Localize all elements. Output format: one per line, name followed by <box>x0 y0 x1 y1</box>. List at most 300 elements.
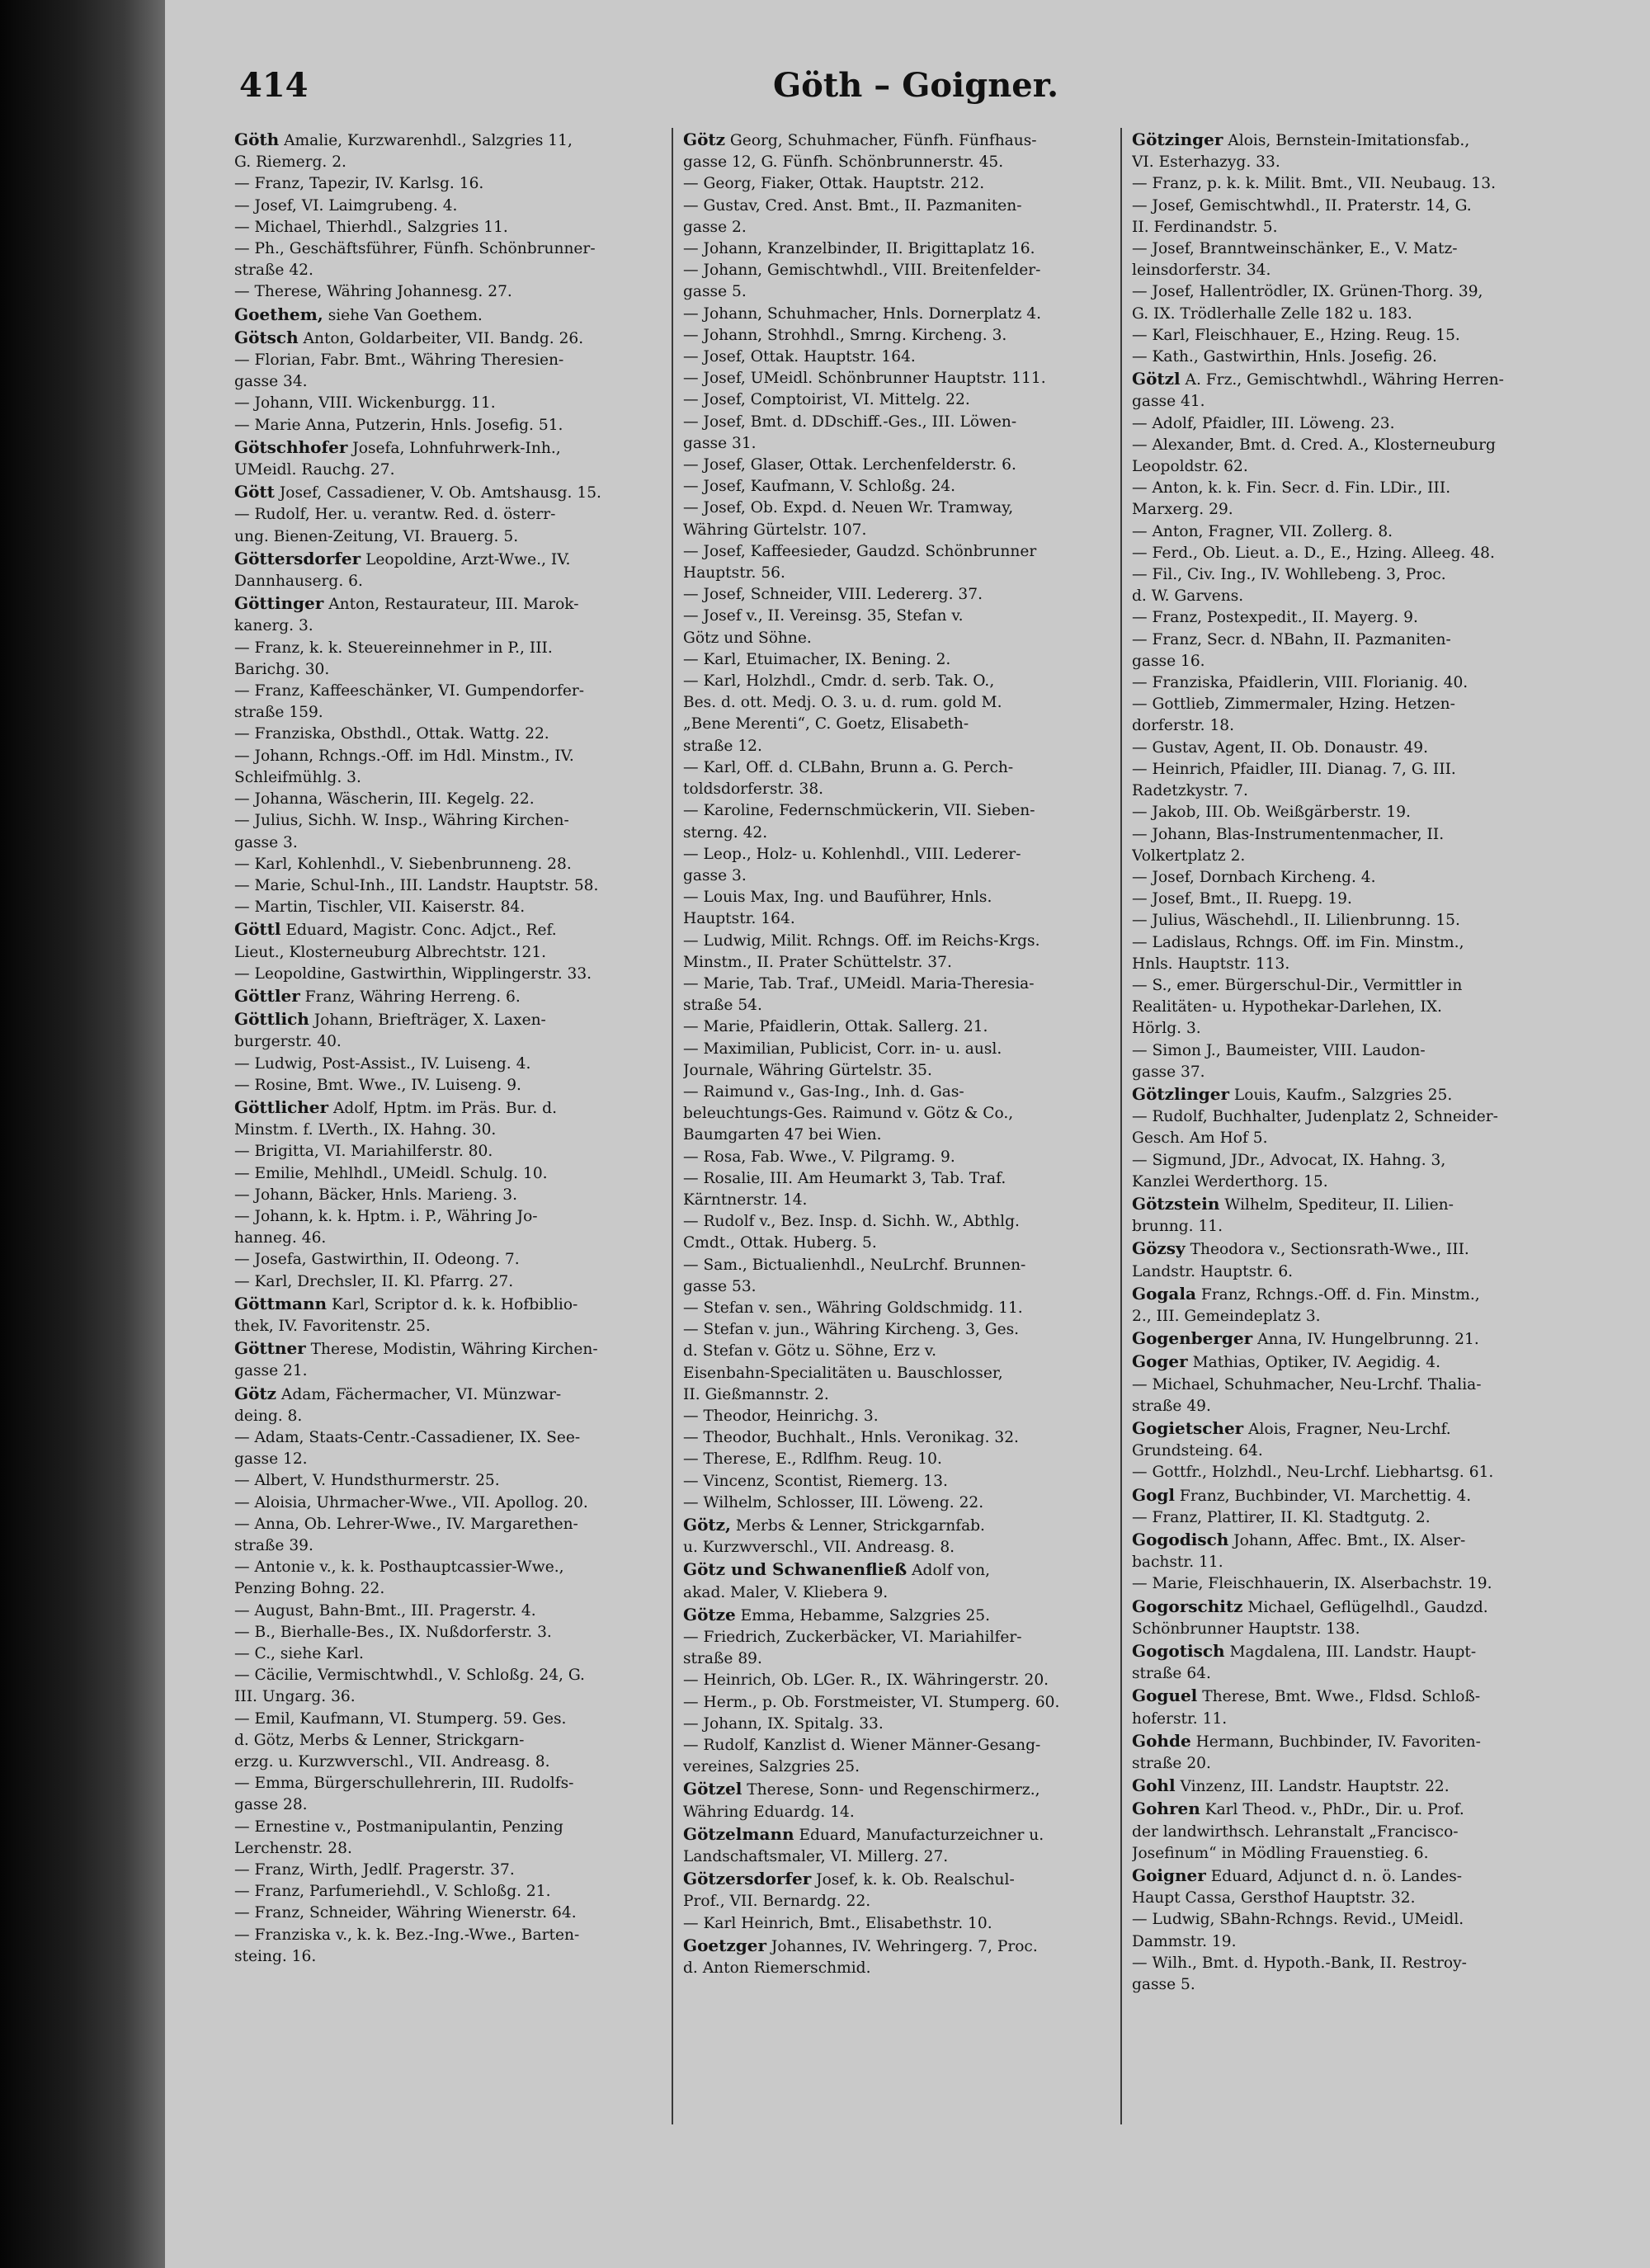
entry-text: — Franz, Wirth, Jedlf. Pragerstr. 37. <box>234 1861 515 1879</box>
entry-text: Josef, Cassadiener, V. Ob. Amtshausg. 15. <box>274 484 601 502</box>
entry-text: — Martin, Tischler, VII. Kaiserstr. 84. <box>234 898 526 917</box>
directory-line <box>234 1228 663 1249</box>
entry-text: — Franz, Parfumeriehdl., V. Schloßg. 21. <box>234 1883 551 1901</box>
entry-surname: Goger <box>1132 1351 1188 1372</box>
entry-text: — Marie, Schul-Inh., III. Landstr. Hauptstr. 58. <box>234 876 599 894</box>
directory-line <box>234 985 663 1008</box>
directory-line <box>683 1211 1112 1233</box>
entry-surname: Goetzger <box>683 1935 766 1955</box>
directory-line <box>1132 1327 1561 1351</box>
directory-line <box>234 1752 663 1773</box>
entry-text: gasse 12. <box>234 1450 308 1469</box>
entry-text: dorferstr. 18. <box>1132 717 1235 735</box>
entry-text: — Rudolf v., Bez. Insp. d. Sichh. W., Abthlg. <box>683 1213 1020 1231</box>
directory-line <box>1132 1283 1561 1306</box>
entry-text: „Bene Merenti“, C. Goetz, Elisabeth- <box>683 715 969 733</box>
directory-line <box>683 238 1112 260</box>
entry-text: Cmdt., Ottak. Huberg. 5. <box>683 1234 877 1252</box>
directory-line <box>234 548 663 571</box>
directory-line <box>1132 586 1561 607</box>
entry-text: — Alexander, Bmt. d. Cred. A., Klosterneuburg <box>1132 436 1496 454</box>
directory-line <box>234 1730 663 1752</box>
entry-text: — Johann, Rchngs.-Off. im Hdl. Minstm., IV. <box>234 747 574 765</box>
entry-text: — S., emer. Bürgerschul-Dir., Vermittler in <box>1132 976 1463 994</box>
directory-line <box>1132 1953 1561 1974</box>
entry-text: — Josef, Gemischtwhdl., II. Praterstr. 14, G. <box>1132 196 1472 215</box>
directory-line <box>683 714 1112 735</box>
entry-text: straße 49. <box>1132 1397 1211 1415</box>
directory-line <box>1132 1619 1561 1640</box>
entry-surname: Gogietscher <box>1132 1417 1244 1438</box>
entry-text: — Gottfr., Holzhdl., Neu-Lrchf. Liebhartsg. 61. <box>1132 1464 1494 1482</box>
directory-line <box>234 260 663 281</box>
entry-text: — Franz, Plattirer, II. Kl. Stadtgutg. 2. <box>1132 1508 1431 1526</box>
entry-text: — Josef, Hallentrödler, IX. Grünen-Thorg. 39, <box>1132 283 1483 301</box>
directory-line <box>683 1125 1112 1146</box>
entry-text: — Rudolf, Her. u. verantw. Red. d. österr- <box>234 506 556 524</box>
entry-surname: Gogl <box>1132 1484 1176 1505</box>
entry-text: — Florian, Fabr. Bmt., Währing Theresien- <box>234 351 564 370</box>
entry-text: u. Kurzwverschl., VII. Andreasg. 8. <box>683 1539 955 1557</box>
entry-text: deing. 8. <box>234 1407 303 1425</box>
entry-text: Eduard, Manufacturzeichner u. <box>794 1826 1044 1844</box>
directory-line <box>1132 1440 1561 1462</box>
directory-line <box>234 571 663 592</box>
entry-text: — Franz, Secr. d. NBahn, II. Pazmaniten- <box>1132 630 1451 648</box>
entry-text: — Johann, IX. Spitalg. 33. <box>683 1714 884 1733</box>
directory-line <box>683 1384 1112 1406</box>
entry-text: gasse 21. <box>234 1362 308 1380</box>
directory-line <box>1132 975 1561 997</box>
directory-line <box>234 1578 663 1600</box>
directory-line <box>234 1557 663 1578</box>
entry-text: — Marie, Tab. Traf., UMeidl. Maria-Theresia- <box>683 974 1035 993</box>
directory-line <box>683 865 1112 887</box>
entry-text: — Johann, k. k. Hptm. i. P., Währing Jo- <box>234 1207 538 1225</box>
directory-line <box>683 692 1112 714</box>
directory-line <box>1132 499 1561 521</box>
directory-line <box>234 129 663 152</box>
entry-text: — Josef, VI. Laimgrubeng. 4. <box>234 196 458 215</box>
entry-text: — Marie, Pfaidlerin, Ottak. Sallerg. 21. <box>683 1018 988 1036</box>
entry-surname: Göttner <box>234 1338 306 1359</box>
entry-surname: Götschhofer <box>234 436 348 457</box>
directory-line <box>234 810 663 832</box>
directory-line <box>1132 715 1561 737</box>
directory-line <box>683 1846 1112 1868</box>
entry-text: Grundsteing. 64. <box>1132 1442 1263 1460</box>
entry-surname: Gohl <box>1132 1775 1176 1796</box>
entry-surname: Goigner <box>1132 1865 1206 1886</box>
directory-line <box>683 1778 1112 1801</box>
entry-text: Lieut., Klosterneuburg Albrechtstr. 121. <box>234 943 547 961</box>
entry-text: — Josef, Bmt. d. DDschiff.-Ges., III. Löwen- <box>683 413 1017 431</box>
directory-line <box>683 1756 1112 1778</box>
entry-surname: Götz, <box>683 1515 731 1535</box>
directory-line <box>1132 152 1561 173</box>
directory-line <box>234 1686 663 1708</box>
entry-text: — Ferd., Ob. Lieut. a. D., E., Hzing. Alleeg. 48. <box>1132 544 1495 562</box>
directory-line <box>683 1449 1112 1470</box>
entry-text: straße 159. <box>234 704 323 722</box>
directory-line <box>234 1492 663 1514</box>
directory-line <box>1132 1775 1561 1798</box>
directory-line <box>234 1427 663 1449</box>
entry-text: — Raimund v., Gas-Ing., Inh. d. Gas- <box>683 1082 964 1101</box>
directory-line <box>1132 1484 1561 1507</box>
directory-line <box>683 1913 1112 1935</box>
entry-text: — B., Bierhalle-Bes., IX. Nußdorferstr. 3. <box>234 1623 552 1641</box>
entry-text: straße 89. <box>683 1650 762 1668</box>
entry-text: — Rosa, Fab. Wwe., V. Pilgramg. 9. <box>683 1148 955 1166</box>
directory-line <box>683 1147 1112 1168</box>
directory-line <box>1132 1128 1561 1149</box>
directory-line <box>234 1709 663 1730</box>
directory-line <box>683 476 1112 497</box>
entry-text: Wilhelm, Spediteur, II. Lilien- <box>1219 1195 1454 1214</box>
directory-line <box>683 152 1112 173</box>
directory-line <box>1132 846 1561 867</box>
entry-text: — Fil., Civ. Ing., IV. Wohllebeng. 3, Proc. <box>1132 566 1446 584</box>
entry-text: steing. 16. <box>234 1947 317 1965</box>
entry-text: Georg, Schuhmacher, Fünfh. Fünfhaus- <box>725 132 1037 149</box>
column-divider <box>1120 128 1122 2124</box>
entry-text: toldsdorferstr. 38. <box>683 780 824 799</box>
directory-line <box>1132 1083 1561 1106</box>
entry-text: — Johann, Strohhdl., Smrng. Kircheng. 3. <box>683 326 1007 344</box>
directory-line <box>683 1103 1112 1125</box>
directory-line <box>234 1622 663 1643</box>
directory-line <box>683 217 1112 238</box>
directory-line <box>1132 780 1561 802</box>
directory-line <box>1132 651 1561 672</box>
entry-surname: Gohde <box>1132 1730 1191 1751</box>
directory-line <box>683 1319 1112 1341</box>
directory-line <box>1132 347 1561 368</box>
entry-text: — Gustav, Cred. Anst. Bmt., II. Pazmaniten- <box>683 196 1022 215</box>
directory-line <box>234 1075 663 1096</box>
entry-text: d. Stefan v. Götz u. Söhne, Erz v. <box>683 1342 937 1360</box>
directory-line <box>1132 304 1561 325</box>
directory-line <box>234 327 663 350</box>
entry-text: — Franziska, Pfaidlerin, VIII. Florianig. 40. <box>1132 674 1468 692</box>
directory-line <box>683 389 1112 411</box>
directory-line <box>234 918 663 941</box>
directory-line <box>1132 435 1561 456</box>
entry-text: Kanzlei Werderthorg. 15. <box>1132 1172 1328 1191</box>
entry-text: gasse 3. <box>683 866 747 884</box>
directory-line <box>1132 413 1561 435</box>
entry-text: Franz, Währing Herreng. 6. <box>299 988 521 1006</box>
entry-text: — Karl, Drechsler, II. Kl. Pfarrg. 27. <box>234 1272 514 1290</box>
directory-line <box>1132 1730 1561 1753</box>
directory-line <box>683 455 1112 476</box>
entry-text: burgerstr. 40. <box>234 1033 342 1051</box>
entry-text: — Josef, Kaufmann, V. Schloßg. 24. <box>683 478 956 496</box>
entry-text: Hörlg. 3. <box>1132 1020 1201 1038</box>
directory-line <box>234 767 663 789</box>
directory-line <box>683 1823 1112 1846</box>
directory-line <box>1132 824 1561 846</box>
directory-line <box>234 1946 663 1968</box>
directory-line <box>683 497 1112 519</box>
directory-line <box>234 1406 663 1427</box>
directory-line <box>1132 1417 1561 1440</box>
directory-line <box>234 897 663 918</box>
directory-line <box>683 606 1112 627</box>
directory-line <box>683 1276 1112 1298</box>
entry-text: straße 54. <box>683 997 762 1015</box>
directory-line <box>683 1868 1112 1891</box>
entry-text: — Ladislaus, Rchngs. Off. im Fin. Minstm., <box>1132 933 1464 951</box>
directory-line <box>234 1008 663 1031</box>
entry-text: d. W. Garvens. <box>1132 587 1244 606</box>
entry-text: Franz, Rchngs.-Off. d. Fin. Minstm., <box>1195 1285 1480 1304</box>
entry-text: Eduard, Magistr. Conc. Adjct., Ref. <box>280 922 557 940</box>
directory-line <box>234 1535 663 1557</box>
directory-line <box>683 1471 1112 1492</box>
entry-text: — Franz, k. k. Steuereinnehmer in P., III. <box>234 639 553 657</box>
entry-text: — Franziska, Obsthdl., Ottak. Wattg. 22. <box>234 725 549 743</box>
directory-line <box>1132 738 1561 759</box>
entry-text: — Karl, Fleischhauer, E., Hzing. Reug. 15. <box>1132 326 1460 344</box>
entry-text: ung. Bienen-Zeitung, VI. Brauerg. 5. <box>234 527 519 545</box>
directory-line <box>1132 867 1561 889</box>
directory-line <box>1132 325 1561 347</box>
directory-line <box>234 217 663 238</box>
directory-line <box>234 238 663 260</box>
directory-line <box>234 481 663 504</box>
entry-text: straße 39. <box>234 1537 314 1554</box>
entry-text: erzg. u. Kurzwverschl., VII. Andreasg. 8. <box>234 1753 550 1771</box>
entry-text: Karl Theod. v., PhDr., Dir. u. Prof. <box>1200 1801 1464 1819</box>
entry-text: Dammstr. 19. <box>1132 1932 1237 1950</box>
entry-text: — Marie, Fleischhauerin, IX. Alserbachstr. 19. <box>1132 1575 1492 1593</box>
directory-line <box>1132 196 1561 217</box>
entry-text: Josefa, Lohnfuhrwerk-Inh., <box>347 439 561 457</box>
directory-line <box>683 584 1112 606</box>
directory-line <box>1132 629 1561 651</box>
directory-line <box>1132 1865 1561 1888</box>
entry-surname: Gött <box>234 482 275 502</box>
directory-line <box>683 671 1112 692</box>
directory-line <box>683 736 1112 757</box>
entry-text: Adolf von, <box>907 1562 990 1580</box>
directory-line <box>683 281 1112 303</box>
entry-text: — Adolf, Pfaidler, III. Löweng. 23. <box>1132 414 1395 432</box>
directory-line <box>1132 368 1561 391</box>
directory-line <box>234 1249 663 1271</box>
directory-line <box>683 1958 1112 1979</box>
directory-line <box>683 757 1112 779</box>
entry-text: — Franz, Kaffeeschänker, VI. Gumpendorfer- <box>234 682 585 700</box>
directory-line <box>234 1881 663 1903</box>
entry-text: — Adam, Staats-Centr.-Cassadiener, IX. See- <box>234 1428 581 1446</box>
column-1 <box>234 129 663 1968</box>
entry-text: — Gustav, Agent, II. Ob. Donaustr. 49. <box>1132 738 1429 757</box>
directory-line <box>234 702 663 724</box>
directory-line <box>1132 1261 1561 1283</box>
entry-text: — Josef, Ob. Expd. d. Neuen Wr. Tramway, <box>683 499 1014 517</box>
directory-line <box>234 615 663 637</box>
directory-line <box>234 1514 663 1535</box>
directory-line <box>683 1537 1112 1558</box>
directory-line <box>234 415 663 436</box>
entry-text: — Vincenz, Scontist, Riemerg. 13. <box>683 1472 948 1490</box>
entry-text: thek, IV. Favoritenstr. 25. <box>234 1317 431 1335</box>
entry-text: Karl, Scriptor d. k. k. Hofbiblio- <box>327 1295 578 1313</box>
directory-line <box>234 1271 663 1293</box>
directory-line <box>683 1298 1112 1319</box>
directory-line <box>683 800 1112 822</box>
entry-text: — Karl, Holzhdl., Cmdr. d. serb. Tak. O., <box>683 672 995 691</box>
entry-text: — Rudolf, Kanzlist d. Wiener Männer-Gesang- <box>683 1737 1041 1755</box>
entry-surname: Götzelmann <box>683 1823 794 1844</box>
directory-line <box>1132 1018 1561 1040</box>
entry-text: Adam, Fächermacher, VI. Münzwar- <box>276 1385 562 1403</box>
entry-text: — Leop., Holz- u. Kohlenhdl., VIII. Lederer- <box>683 845 1021 863</box>
entry-text: gasse 16. <box>1132 652 1205 670</box>
entry-text: — Anna, Ob. Lehrer-Wwe., IV. Margarethen- <box>234 1515 578 1533</box>
entry-text: — Johann, Gemischtwhdl., VIII. Breitenfelder- <box>683 262 1041 280</box>
entry-text: — Rosalie, III. Am Heumarkt 3, Tab. Traf. <box>683 1169 1006 1187</box>
directory-line <box>234 1163 663 1185</box>
entry-text: — Ludwig, Post-Assist., IV. Luiseng. 4. <box>234 1054 531 1073</box>
entry-text: hanneg. 46. <box>234 1229 327 1247</box>
directory-line <box>683 196 1112 217</box>
entry-text: straße 12. <box>683 737 762 755</box>
entry-text: Anna, IV. Hungelbrunng. 21. <box>1252 1331 1479 1349</box>
entry-text: — Josef, Glaser, Ottak. Lerchenfelderstr. 6. <box>683 456 1016 474</box>
entry-text: gasse 5. <box>683 283 747 301</box>
entry-text: — Gottlieb, Zimmermaler, Hzing. Hetzen- <box>1132 695 1455 714</box>
entry-text: gasse 5. <box>1132 1976 1195 1994</box>
directory-line <box>234 789 663 810</box>
entry-text: UMeidl. Rauchg. 27. <box>234 461 395 479</box>
directory-line <box>1132 1552 1561 1573</box>
directory-line <box>683 1016 1112 1038</box>
entry-text: Mathias, Optiker, IV. Aegidig. 4. <box>1187 1354 1440 1372</box>
entry-surname: Götzlinger <box>1132 1083 1229 1104</box>
directory-line <box>234 1773 663 1794</box>
entry-text: Theodora v., Sectionsrath-Wwe., III. <box>1185 1241 1469 1259</box>
directory-line <box>234 1817 663 1838</box>
entry-text: — Johann, Bäcker, Hnls. Marieng. 3. <box>234 1186 517 1204</box>
entry-text: — Ernestine v., Postmanipulantin, Penzing <box>234 1818 563 1836</box>
entry-text: — Cäcilie, Vermischtwhdl., V. Schloßg. 24, G. <box>234 1667 585 1685</box>
entry-surname: Göttlich <box>234 1009 309 1030</box>
directory-line <box>234 875 663 897</box>
entry-text: Prof., VII. Bernardg. 22. <box>683 1893 871 1911</box>
directory-line <box>1132 1150 1561 1172</box>
directory-line <box>234 350 663 371</box>
directory-line <box>1132 1193 1561 1216</box>
entry-text: VI. Esterhazyg. 33. <box>1132 153 1280 172</box>
entry-text: — Wilh., Bmt. d. Hypoth.-Bank, II. Restroy- <box>1132 1954 1467 1972</box>
directory-line <box>683 260 1112 281</box>
directory-line <box>1132 889 1561 910</box>
directory-line <box>683 1692 1112 1714</box>
directory-line <box>1132 217 1561 238</box>
entry-surname: Gogodisch <box>1132 1530 1229 1549</box>
entry-text: Therese, Sonn- und Regenschirmerz., <box>742 1781 1040 1799</box>
directory-line <box>234 1601 663 1622</box>
entry-surname: Göth <box>234 130 280 149</box>
directory-line <box>683 908 1112 930</box>
entry-text: brunng. 11. <box>1132 1218 1223 1236</box>
entry-text: — Johanna, Wäscherin, III. Kegelg. 22. <box>234 790 535 809</box>
entry-surname: Götz <box>234 1383 277 1403</box>
entry-text: Hauptstr. 56. <box>683 564 785 582</box>
entry-text: Vinzenz, III. Landstr. Hauptstr. 22. <box>1175 1778 1450 1796</box>
directory-line <box>1132 1040 1561 1062</box>
entry-text: Minstm., II. Prater Schüttelstr. 37. <box>683 953 952 971</box>
directory-line <box>234 1383 663 1406</box>
entry-text: — Josef, Kaffeesieder, Gaudzd. Schönbrunner <box>683 542 1037 560</box>
entry-text: Anton, Restaurateur, III. Marok- <box>323 596 579 614</box>
entry-text: Penzing Bohng. 22. <box>234 1580 385 1598</box>
directory-line <box>234 1185 663 1206</box>
directory-line <box>234 942 663 964</box>
entry-text: d. Anton Riemerschmid. <box>683 1959 871 1978</box>
entry-text: hoferstr. 11. <box>1132 1709 1228 1728</box>
directory-line <box>1132 1753 1561 1775</box>
entry-text: — Josefa, Gastwirthin, II. Odeong. 7. <box>234 1251 520 1269</box>
entry-text: Barichg. 30. <box>234 660 330 678</box>
directory-line <box>1132 997 1561 1018</box>
directory-line <box>1132 238 1561 260</box>
directory-line <box>1132 1529 1561 1552</box>
entry-text: — Georg, Fiaker, Ottak. Hauptstr. 212. <box>683 175 985 193</box>
entry-text: gasse 41. <box>1132 393 1205 411</box>
entry-surname: Göttmann <box>234 1293 328 1313</box>
directory-line <box>683 1492 1112 1514</box>
entry-text: Michael, Geflügelhdl., Gaudzd. <box>1242 1598 1488 1616</box>
entry-text: — Josef, Bmt., II. Ruepg. 19. <box>1132 890 1352 908</box>
entry-text: — Friedrich, Zuckerbäcker, VI. Mariahilfer- <box>683 1629 1022 1647</box>
column-3 <box>1132 129 1561 1996</box>
directory-line <box>683 628 1112 649</box>
entry-text: Therese, Modistin, Währing Kirchen- <box>305 1341 598 1359</box>
entry-text: — Therese, E., Rdlfhm. Reug. 10. <box>683 1450 942 1469</box>
entry-text: — Franz, p. k. k. Milit. Bmt., VII. Neubaug. 13. <box>1132 175 1496 193</box>
directory-line <box>1132 260 1561 281</box>
directory-line <box>234 746 663 767</box>
entry-text: — Michael, Thierhdl., Salzgries 11. <box>234 218 508 236</box>
directory-line <box>234 1470 663 1492</box>
entry-text: vereines, Salzgries 25. <box>683 1758 860 1776</box>
entry-surname: Göttlicher <box>234 1096 329 1117</box>
entry-text: — Josef v., II. Vereinsg. 35, Stefan v. <box>683 607 964 625</box>
directory-line <box>1132 391 1561 413</box>
directory-line <box>234 281 663 303</box>
directory-line <box>683 1935 1112 1958</box>
directory-line <box>1132 1709 1561 1730</box>
entry-text: gasse 53. <box>683 1277 757 1295</box>
directory-line <box>1132 954 1561 975</box>
directory-line <box>1132 1306 1561 1327</box>
directory-line <box>234 1096 663 1120</box>
directory-line <box>683 974 1112 995</box>
directory-line <box>1132 694 1561 715</box>
entry-surname: Gogala <box>1132 1283 1196 1304</box>
directory-line <box>1132 672 1561 694</box>
entry-surname: Götzel <box>683 1779 742 1799</box>
entry-text: — Stefan v. jun., Währing Kircheng. 3, Ges. <box>683 1321 1020 1339</box>
directory-line <box>234 1141 663 1162</box>
entry-surname: Götz <box>683 130 726 149</box>
directory-line <box>1132 1106 1561 1128</box>
